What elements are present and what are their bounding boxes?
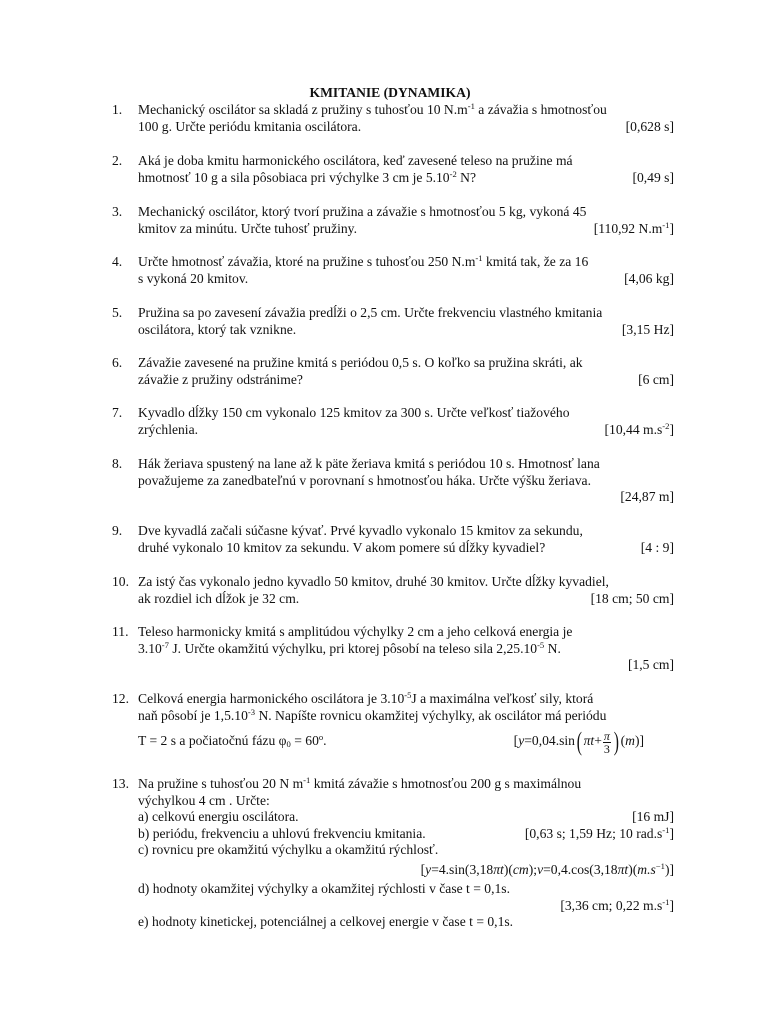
problem-line xyxy=(138,624,674,641)
problem-body xyxy=(138,624,674,674)
problem-body xyxy=(138,102,674,135)
unit-bracket: ) xyxy=(634,733,640,749)
text-span: Kyvadlo dĺžky 150 cm vykonalo 125 kmitov za 300 s. Určte veľkosť tiažového xyxy=(138,405,570,420)
problem-number: 10. xyxy=(112,574,129,589)
problem-line xyxy=(138,372,674,389)
problem-line xyxy=(138,489,674,506)
answer-text: [3,36 cm; 0,22 m.s xyxy=(560,897,663,913)
text-span: kmitá závažie s hmotnosťou 200 g s maximálnou xyxy=(310,776,582,791)
formula-text: + xyxy=(594,733,602,749)
problem-line xyxy=(138,456,674,473)
variable: v xyxy=(537,861,544,877)
answer: [1,5 cm] xyxy=(627,657,674,673)
formula-text: ) xyxy=(664,861,670,877)
superscript: -1 xyxy=(475,253,483,263)
superscript: -5 xyxy=(404,690,412,700)
bracket: ] xyxy=(639,733,644,749)
answer-text: [110,92 N.m xyxy=(593,220,663,236)
variable: πt xyxy=(493,861,504,877)
superscript: -7 xyxy=(161,639,169,650)
text-span: Závažie zavesené na pružine kmitá s periódou 0,5 s. O koľko sa pružina skráti, ak xyxy=(138,355,583,370)
problem-number: 6. xyxy=(112,355,123,370)
problem-line xyxy=(138,422,674,439)
problem-body xyxy=(138,776,674,931)
superscript: -1 xyxy=(662,219,670,230)
answer xyxy=(560,898,674,915)
text-span: Mechanický oscilátor sa skladá z pružiny s tuhosťou 10 N.m xyxy=(138,102,468,117)
text-span: Určte hmotnosť závažia, ktoré na pružine s tuhosťou 250 N.m xyxy=(138,254,476,269)
superscript: -2 xyxy=(449,168,457,179)
fraction-denominator: 3 xyxy=(603,741,610,756)
text-span: N. xyxy=(544,640,561,656)
variable: πt xyxy=(583,733,595,749)
variable: πt xyxy=(617,861,629,877)
problem-body xyxy=(138,523,674,556)
variable: y xyxy=(518,733,525,749)
answer-text: [10,44 m.s xyxy=(604,421,663,437)
text-span: . xyxy=(323,733,327,749)
problem-line xyxy=(138,119,674,136)
variable: y xyxy=(425,861,432,877)
subtask-d-answer xyxy=(138,898,674,915)
problem-body xyxy=(138,405,674,438)
text-span: Aká je doba kmitu harmonického oscilátora, keď zavesené teleso na pružine má xyxy=(138,153,573,168)
answer-formula xyxy=(514,724,644,758)
answer: [3,15 Hz] xyxy=(621,321,674,337)
problem-line xyxy=(138,405,674,422)
equation-line xyxy=(138,859,674,881)
problem-line xyxy=(138,776,674,793)
text-span: Pružina sa po zavesení závažia predĺži o 2,5 cm. Určte frekvenciu vlastného kmitania xyxy=(138,305,603,320)
bracket: ] xyxy=(669,861,674,877)
problem-number: 13. xyxy=(112,776,129,791)
answer-text: ] xyxy=(669,825,674,841)
text-span: e) hodnoty kinetickej, potenciálnej a celkovej energie v čase t = 0,1s. xyxy=(138,914,514,930)
formula-text: ); xyxy=(528,861,538,877)
problem-body xyxy=(138,153,674,186)
text-span: Dve kyvadlá začali súčasne kývať. Prvé kyvadlo vykonalo 15 kmitov za sekundu, xyxy=(138,523,583,538)
unit: cm xyxy=(512,861,529,877)
problem-number: 7. xyxy=(112,405,123,420)
problem-line xyxy=(138,473,674,490)
problem-line xyxy=(138,355,674,372)
answer xyxy=(525,826,674,843)
left-paren: ( xyxy=(576,727,582,757)
answer: [4,06 kg] xyxy=(624,270,674,286)
problem-line xyxy=(138,254,674,271)
text-span: Na pružine s tuhosťou 20 N m xyxy=(138,776,304,791)
unit-bracket: ( xyxy=(620,733,626,749)
text-span: T = 2 s a počiatočnú fázu φ xyxy=(138,733,287,749)
formula-text: )( xyxy=(628,861,638,877)
problem-line xyxy=(138,305,674,322)
problem-line xyxy=(138,204,674,221)
problem-number: 4. xyxy=(112,254,123,269)
text-span: oscilátora, ktorý tak vznikne. xyxy=(138,321,297,337)
superscript: -1 xyxy=(662,824,670,835)
text-span: výchylkou 4 cm . Určte: xyxy=(138,792,270,808)
subscript: 0 xyxy=(286,739,291,750)
text-span: zrýchlenia. xyxy=(138,421,199,437)
problem-line xyxy=(138,102,674,119)
answer: [0,628 s] xyxy=(625,118,674,134)
answer-text: ] xyxy=(669,421,674,437)
problem-number: 9. xyxy=(112,523,123,538)
problem-number: 3. xyxy=(112,204,123,219)
problem-line xyxy=(138,641,674,658)
text-span: ak rozdiel ich dĺžok je 32 cm. xyxy=(138,590,300,606)
bracket: [ xyxy=(420,861,426,877)
formula-text: )( xyxy=(503,861,513,877)
bracket: [ xyxy=(513,733,519,749)
subtask-a xyxy=(138,809,674,826)
text-span: b) periódu, frekvenciu a uhlovú frekvenciu kmitania. xyxy=(138,825,426,841)
problem-line xyxy=(138,540,674,557)
text-span: s vykoná 20 kmitov. xyxy=(138,270,249,286)
text-span: J a maximálna veľkosť sily, ktorá xyxy=(411,691,594,706)
problem-line xyxy=(138,724,674,758)
problem-body xyxy=(138,355,674,388)
answer-text: ] xyxy=(669,897,674,913)
answer: [24,87 m] xyxy=(620,489,674,505)
fraction xyxy=(603,730,611,755)
superscript: -1 xyxy=(662,896,670,907)
formula-text: =0,4.cos(3,18 xyxy=(543,861,618,877)
text-span: N. Napíšte rovnicu okamžitej výchylky, ak oscilátor má periódu xyxy=(255,707,607,723)
problem-line xyxy=(138,591,674,608)
text-span: kmitá tak, že za 16 xyxy=(482,254,589,269)
text-span: a závažia s hmotnosťou xyxy=(474,102,607,117)
superscript: -1 xyxy=(467,101,475,111)
problem-number: 11. xyxy=(112,624,129,639)
text-span: a) celkovú energiu oscilátora. xyxy=(138,809,299,825)
text-span: Mechanický oscilátor, ktorý tvorí pružina a závažie s hmotnosťou 5 kg, vykoná 45 xyxy=(138,204,587,219)
text-span: Za istý čas vykonalo jedno kyvadlo 50 kmitov, druhé 30 kmitov. Určte dĺžky kyvadiel, xyxy=(138,574,609,589)
superscript: -1 xyxy=(303,775,311,785)
text-span: c) rovnicu pre okamžitú výchylku a okamžitú rýchlosť. xyxy=(138,842,439,858)
problem-line xyxy=(138,523,674,540)
answer-text: ] xyxy=(669,220,674,236)
text-span: druhé vykonalo 10 kmitov za sekundu. V akom pomere sú dĺžky kyvadiel? xyxy=(138,539,546,555)
subtask-b xyxy=(138,826,674,843)
text-span: závažie z pružiny odstránime? xyxy=(138,371,303,387)
text-span: 3.10 xyxy=(138,640,162,656)
text-span: Teleso harmonicky kmitá s amplitúdou výchylky 2 cm a jeho celková energia je xyxy=(138,624,573,639)
problem-line xyxy=(138,322,674,339)
text-span: d) hodnoty okamžitej výchylky a okamžitej rýchlosti v čase t = 0,1s. xyxy=(138,880,510,896)
problem-number: 5. xyxy=(112,305,123,320)
text-span: N? xyxy=(456,169,477,185)
answer: [18 cm; 50 cm] xyxy=(590,590,674,606)
problem-line xyxy=(138,271,674,288)
superscript: −1 xyxy=(655,860,665,871)
problem-line xyxy=(138,153,674,170)
problem-line xyxy=(138,708,674,725)
subtask-c xyxy=(138,842,674,859)
problem-body xyxy=(138,456,674,506)
superscript: -5 xyxy=(537,639,545,650)
formula-text: =4.sin(3,18 xyxy=(431,861,494,877)
problem-body xyxy=(138,305,674,338)
text-span: považujeme za zanedbateľnú v porovnaní s hmotnosťou háka. Určte výšku žeriava. xyxy=(138,472,591,488)
text-span: J. Určte okamžitú výchylku, pri ktorej pôsobí na teleso sila 2,25.10 xyxy=(168,640,538,656)
problem-line xyxy=(138,574,674,591)
subtask-d xyxy=(138,881,674,898)
answer xyxy=(594,221,674,238)
unit: m xyxy=(625,733,635,749)
problem-line xyxy=(138,221,674,238)
fraction-numerator: π xyxy=(603,728,610,743)
degree-superscript: o xyxy=(318,732,324,743)
formula-text: =0,04.sin xyxy=(524,733,575,749)
answer: [6 cm] xyxy=(638,371,674,387)
problem-line xyxy=(138,170,674,187)
right-paren: ) xyxy=(613,727,619,757)
text-span: = 60 xyxy=(290,733,319,749)
answer: [0,49 s] xyxy=(632,169,674,185)
problem-body xyxy=(138,691,674,758)
answer-equation xyxy=(421,859,674,881)
text-span: 100 g. Určte periódu kmitania oscilátora. xyxy=(138,118,362,134)
problem-number: 12. xyxy=(112,691,129,706)
superscript: -3 xyxy=(247,706,256,717)
answer: [16 mJ] xyxy=(632,809,674,825)
problem-body xyxy=(138,254,674,287)
text-span: hmotnosť 10 g a sila pôsobiaca pri výchylke 3 cm je 5.10 xyxy=(138,169,450,185)
text-span: Hák žeriava spustený na lane až k päte žeriava kmitá s periódou 10 s. Hmotnosť lana xyxy=(138,456,600,471)
answer xyxy=(605,422,674,439)
problem-body xyxy=(138,574,674,607)
text-span: naň pôsobí je 1,5.10 xyxy=(138,707,248,723)
unit: m.s xyxy=(637,861,656,877)
page-title: KMITANIE (DYNAMIKA) xyxy=(309,85,471,100)
superscript: -2 xyxy=(662,420,670,431)
subtask-e xyxy=(138,914,674,931)
problem-line xyxy=(138,691,674,708)
problem-number: 8. xyxy=(112,456,123,471)
problem-line xyxy=(138,793,674,810)
problem-number: 1. xyxy=(112,102,123,117)
text-span: Celková energia harmonického oscilátora je 3.10 xyxy=(138,691,405,706)
problem-number: 2. xyxy=(112,153,123,168)
text-span: kmitov za minútu. Určte tuhosť pružiny. xyxy=(138,220,357,236)
problem-line xyxy=(138,657,674,674)
answer-text: [0,63 s; 1,59 Hz; 10 rad.s xyxy=(524,825,663,841)
answer: [4 : 9] xyxy=(640,539,674,555)
problem-body xyxy=(138,204,674,237)
